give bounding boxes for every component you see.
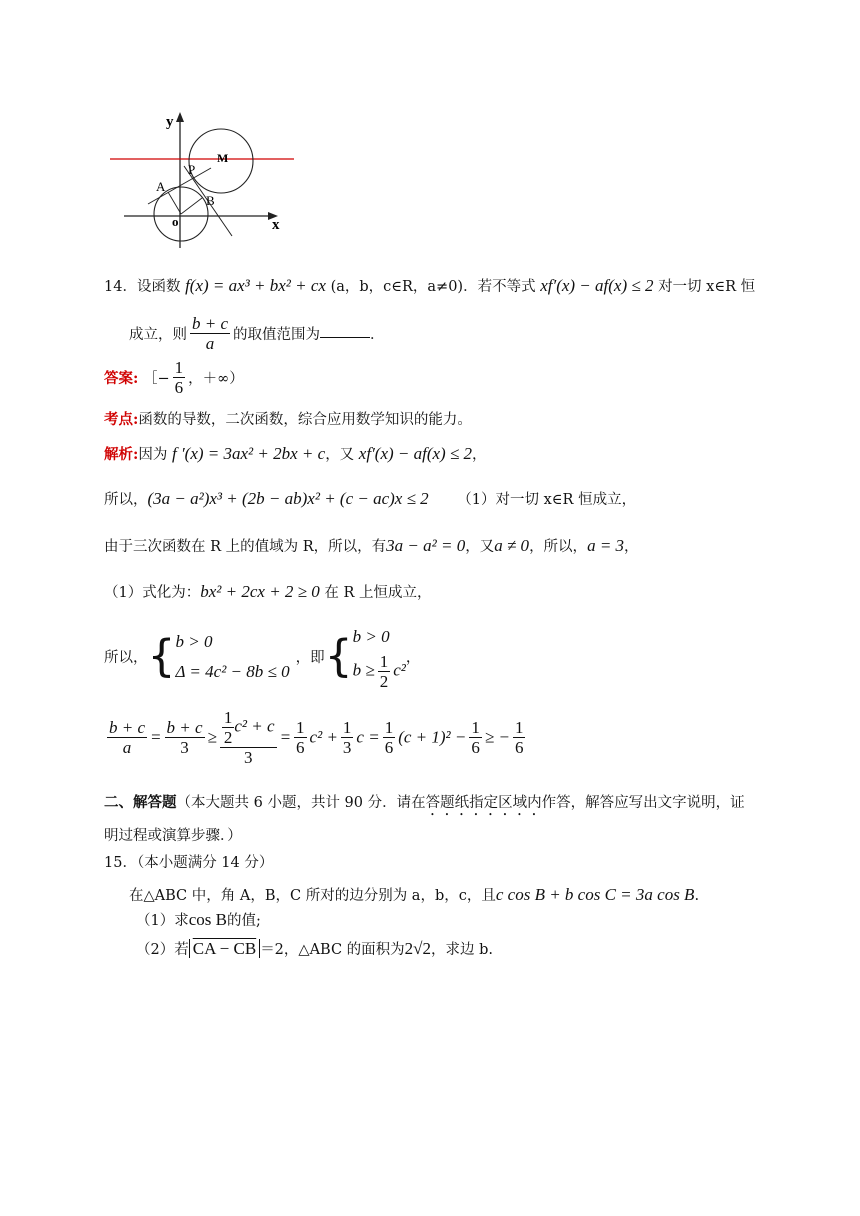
system-2: b > 0 b ≥ $\frac{1}{2}$ c² <box>352 627 406 691</box>
geometry-figure <box>108 108 298 258</box>
brace-2: { <box>324 630 353 682</box>
p-label: P <box>188 162 196 177</box>
b-label: B <box>206 193 215 208</box>
m-label: M <box>217 151 229 165</box>
y-label: y <box>166 114 174 130</box>
answer-label: 答案: <box>104 370 139 387</box>
q15-line1: 在△ABC 中，角 A，B，C 所对的边分别为 a，b，c，且c cos B + b cos C = 3a cos B. <box>129 885 700 904</box>
o-label: o <box>172 214 179 229</box>
jiexi-label: 解析: <box>104 446 139 463</box>
section2-line1: 二、解答题（本大题共 6 小题，共计 90 分．请在答题纸指定区域内作答，解答应写出文字说明，证 <box>104 794 745 811</box>
jiexi-line4: （1）式化为：bx² + 2cx + 2 ≥ 0 在 R 上恒成立， <box>104 582 432 601</box>
section2-line2: 明过程或演算步骤．） <box>104 828 242 844</box>
q14-fraction: $\frac{b + c}{a}$ <box>192 314 229 353</box>
jiexi-line1: 解析:因为 f ′(x) = 3ax² + 2bx + c，又 xf′(x) − af(x) ≤ 2， <box>104 444 487 463</box>
segment-oa <box>168 192 181 214</box>
system-1: b > 0 Δ = 4c² − 8b ≤ 0 <box>175 631 290 681</box>
x-label: x <box>272 217 280 233</box>
vector-abs: CA − CB <box>189 939 260 958</box>
q15-part1: （1）求cos B的值; <box>136 910 261 929</box>
brace-1: { <box>147 630 176 682</box>
answer-line: 答案: ［− $\frac{1}{6}$ ，＋∞） <box>104 358 244 397</box>
q15-part2: （2）若 CA − CB ＝2，△ABC 的面积为2√2，求边 b. <box>136 939 494 958</box>
q14-number: 14． <box>104 279 137 295</box>
kaodian-label: 考点: <box>104 411 139 428</box>
section2-title: 二、解答题 <box>104 794 177 811</box>
q14-line1: 14．设函数 f(x) = ax³ + bx² + cx (a，b，c∈R，a≠0)．若不等式 xf′(x) − af(x) ≤ 2 对一切 x∈R 恒 <box>104 276 756 295</box>
segment-ob <box>181 198 202 214</box>
jiexi-line3: 由于三次函数在 R 上的值域为 R，所以，有3a − a² = 0，又a ≠ 0，所以，a = 3， <box>104 536 639 555</box>
jiexi-line5: 所以，{ b > 0 Δ = 4c² − 8b ≤ 0 ，即{ b > 0 b ≥ $\frac{1}{2}$ c² ， <box>104 622 420 691</box>
q15-header: 15．（本小题满分 14 分） <box>104 855 274 871</box>
y-axis-arrow <box>176 112 184 122</box>
a-label: A <box>156 179 166 194</box>
jiexi-final-chain: $\frac{b + c}{a}$ = $\frac{b + c}{3}$ ≥ $\frac{1}{2}$ c² + c 3 = $\frac{1}{6}$ c² + $\frac{1}{3}$ c = $\frac{1}{6}$ (c + 1)² − $\frac{1}{6}$ ≥ − $\frac{1}{6}$ <box>109 708 524 767</box>
kaodian-line: 考点:函数的导数，二次函数，综合应用数学知识的能力。 <box>104 411 472 428</box>
jiexi-line2: 所以，(3a − a²)x³ + (2b − ab)x² + (c − ac)x ≤ 2 （1）对一切 x∈R 恒成立， <box>104 489 637 508</box>
q14-line2: 成立，则 $\frac{b + c}{a}$ 的取值范围为 ． <box>129 314 385 353</box>
answer-blank <box>320 323 370 338</box>
